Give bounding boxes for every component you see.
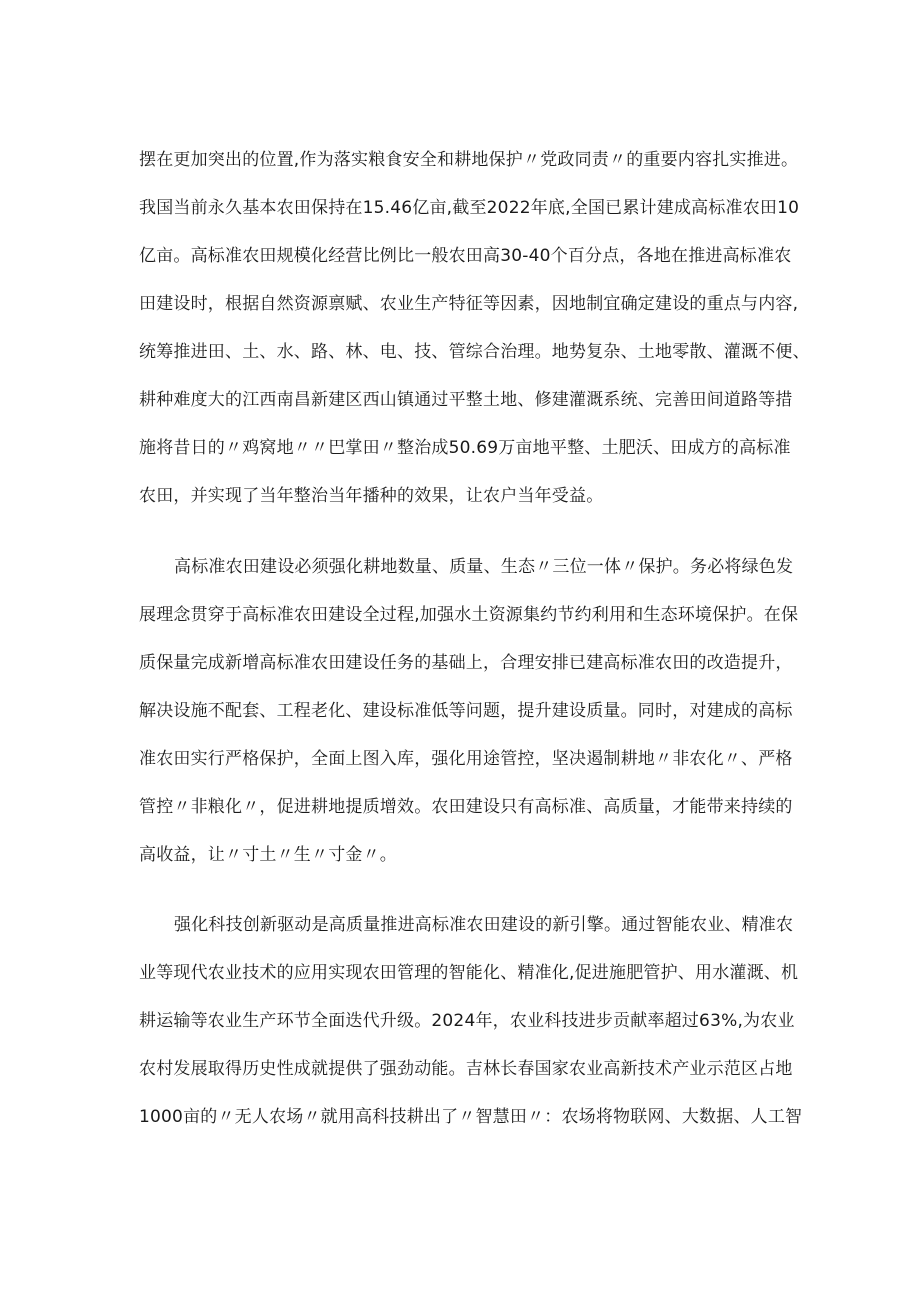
text-line: 摆在更加突出的位置,作为落实粮食安全和耕地保护〃党政同责〃的重要内容扎实推进。 (139, 150, 799, 170)
text-line: 统筹推进田、土、水、路、林、电、技、管综合治理。地势复杂、土地零散、灌溉不便、 (139, 342, 810, 362)
text-line: 施将昔日的〃鸡窝地〃〃巴掌田〃整治成50.69万亩地平整、土肥沃、田成方的高标准 (139, 438, 791, 458)
text-line: 质保量完成新增高标准农田建设任务的基础上，合理安排已建高标准农田的改造提升， (139, 653, 793, 673)
text-line: 耕种难度大的江西南昌新建区西山镇通过平整土地、修建灌溉系统、完善田间道路等措 (139, 390, 793, 410)
text-line: 解决设施不配套、工程老化、建设标准低等问题，提升建设质量。同时，对建成的高标 (139, 701, 793, 721)
text-line: 亿亩。高标准农田规模化经营比例比一般农田高30-40个百分点，各地在推进高标准农 (139, 246, 792, 266)
text-line: 农村发展取得历史性成就提供了强劲动能。吉林长春国家农业高新技术产业示范区占地 (139, 1059, 793, 1079)
text-line: 田建设时，根据自然资源禀赋、农业生产特征等因素，因地制宜确定建设的重点与内容, (139, 294, 799, 314)
text-line: 高收益，让〃寸土〃生〃寸金〃。 (139, 845, 397, 865)
text-line: 农田，并实现了当年整治当年播种的效果，让农户当年受益。 (139, 486, 604, 506)
text-line: 展理念贯穿于高标准农田建设全过程,加强水土资源集约节约利用和生态环境保护。在保 (139, 605, 799, 625)
text-line: 业等现代农业技术的应用实现农田管理的智能化、精准化,促进施肥管护、用水灌溉、机 (139, 963, 799, 983)
text-line: 管控〃非粮化〃，促进耕地提质增效。农田建设只有高标准、高质量，才能带来持续的 (139, 797, 793, 817)
text-line: 耕运输等农业生产环节全面迭代升级。2024年，农业科技进步贡献率超过63%,为农业 (139, 1011, 795, 1031)
text-line: 我国当前永久基本农田保持在15.46亿亩,截至2022年底,全国已累计建成高标准农田10 (139, 198, 800, 218)
text-line: 1000亩的〃无人农场〃就用高科技耕出了〃智慧田〃：农场将物联网、大数据、人工智 (139, 1107, 803, 1127)
text-line: 准农田实行严格保护，全面上图入库，强化用途管控，坚决遏制耕地〃非农化〃、严格 (139, 749, 793, 769)
text-line: 强化科技创新驱动是高质量推进高标准农田建设的新引擎。通过智能农业、精准农 (174, 915, 794, 935)
text-line: 高标准农田建设必须强化耕地数量、质量、生态〃三位一体〃保护。务必将绿色发 (174, 557, 794, 577)
